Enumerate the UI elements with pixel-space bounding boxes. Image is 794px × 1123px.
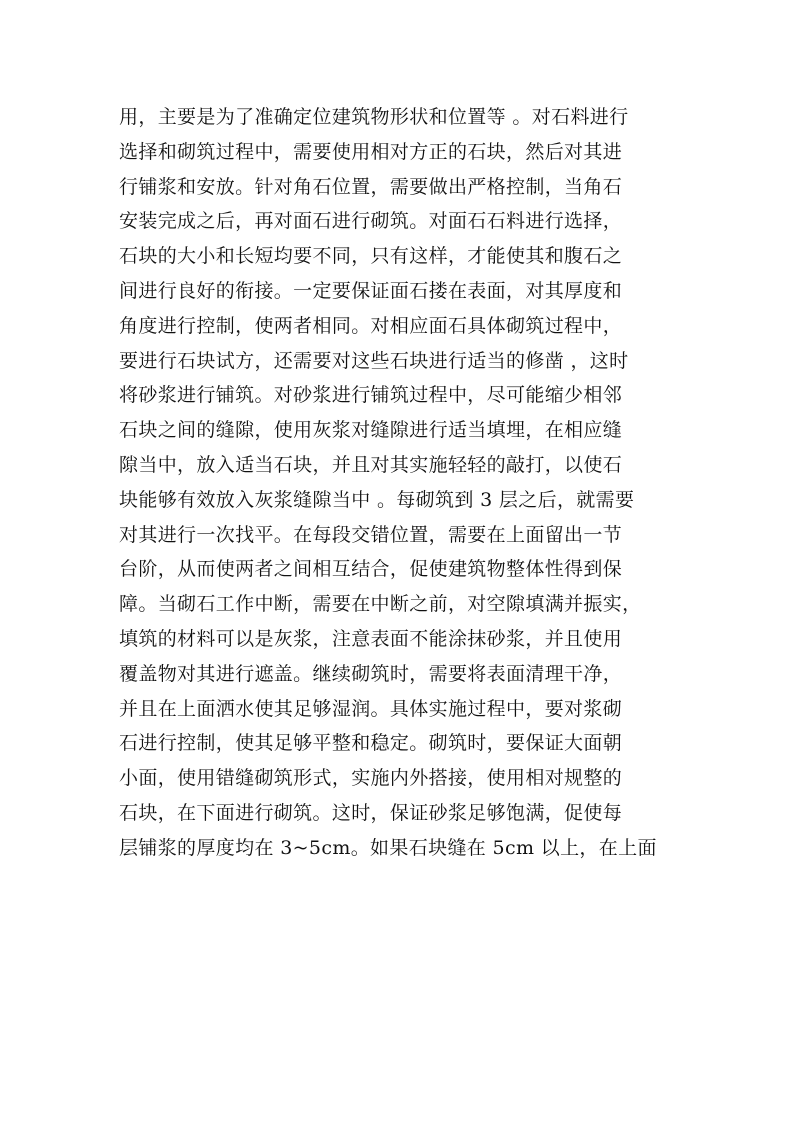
- text-line: 角度进行控制，使两者相同。对相应面石具体砌筑过程中，: [119, 314, 623, 337]
- text-line: 隙当中，放入适当石块，并且对其实施轻轻的敲打，以使石: [119, 453, 623, 476]
- text-line: 行铺浆和安放。针对角石位置，需要做出严格控制，当角石: [119, 175, 623, 198]
- text-line: 石块，在下面进行砌筑。这时，保证砂浆足够饱满，促使每: [119, 801, 623, 824]
- text-line: 石块之间的缝隙，使用灰浆对缝隙进行适当填埋，在相应缝: [119, 419, 623, 442]
- text-line: 石进行控制，使其足够平整和稳定。砌筑时，要保证大面朝: [119, 732, 623, 755]
- text-line: 用，主要是为了准确定位建筑物形状和位置等 。对石料进行: [119, 106, 629, 128]
- text-line: 覆盖物对其进行遮盖。继续砌筑时，需要将表面清理干净，: [119, 662, 623, 685]
- text-line: 要进行石块试方，还需要对这些石块进行适当的修凿 ，这时: [119, 349, 629, 372]
- text-line: 障。当砌石工作中断，需要在中断之前，对空隙填满并振实，: [119, 593, 642, 616]
- text-line: 将砂浆进行铺筑。对砂浆进行铺筑过程中，尽可能缩少相邻: [119, 384, 623, 407]
- text-line: 小面，使用错缝砌筑形式，实施内外搭接，使用相对规整的: [119, 767, 623, 790]
- text-line: 安装完成之后，再对面石进行砌筑。对面石石料进行选择，: [119, 210, 623, 233]
- text-line: 选择和砌筑过程中，需要使用相对方正的石块，然后对其进: [119, 140, 623, 163]
- body-paragraph: [119, 100, 679, 866]
- text-line: 间进行良好的衔接。一定要保证面石搂在表面，对其厚度和: [119, 279, 623, 302]
- text-line: 石块的大小和长短均要不同，只有这样，才能使其和腹石之: [119, 245, 623, 268]
- text-line: 层铺浆的厚度均在 3~5cm。如果石块缝在 5cm 以上，在上面: [119, 836, 657, 859]
- text-line: 块能够有效放入灰浆缝隙当中 。每砌筑到 3 层之后，就需要: [119, 488, 635, 511]
- text-line: 对其进行一次找平。在每段交错位置，需要在上面留出一节: [119, 523, 623, 546]
- text-line: 填筑的材料可以是灰浆，注意表面不能涂抹砂浆，并且使用: [119, 627, 623, 650]
- text-line: 台阶，从而使两者之间相互结合，促使建筑物整体性得到保: [119, 558, 623, 581]
- text-line: 并且在上面洒水使其足够湿润。具体实施过程中，要对浆砌: [119, 697, 623, 720]
